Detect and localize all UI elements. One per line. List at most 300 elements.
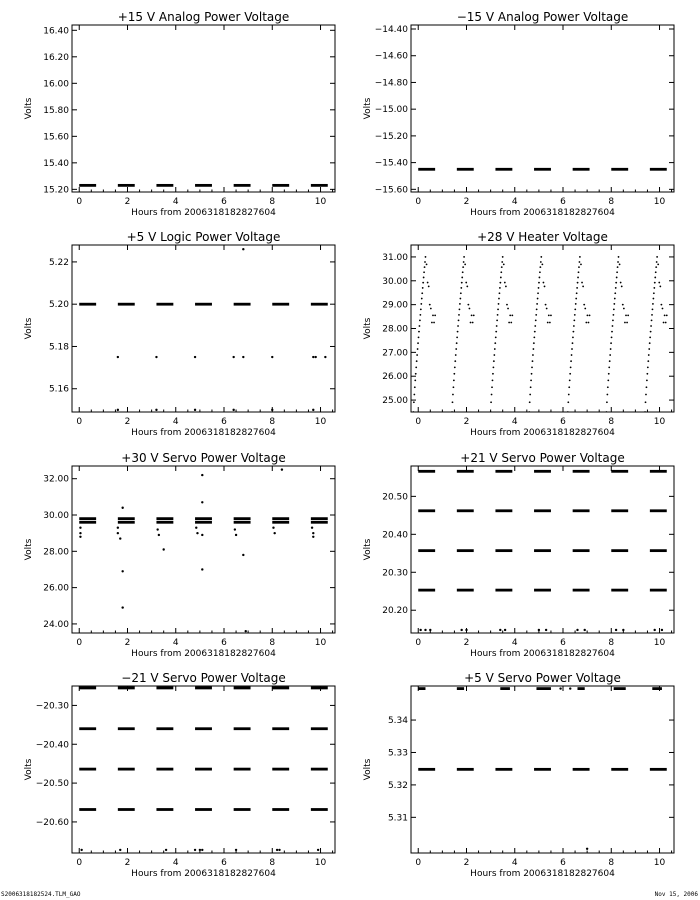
data-band-segment (650, 509, 667, 512)
data-band-segment (156, 303, 173, 306)
data-point (625, 314, 627, 316)
data-point (619, 263, 621, 265)
data-point (587, 314, 589, 316)
data-point (492, 380, 494, 382)
data-point (569, 373, 571, 375)
data-band-segment (195, 303, 212, 306)
data-point (420, 303, 422, 305)
data-point (530, 380, 532, 382)
data-point (610, 348, 612, 350)
data-point (459, 298, 461, 300)
x-tick-label: 10 (314, 638, 327, 648)
data-point (648, 354, 650, 356)
data-band-segment (495, 168, 512, 171)
data-band-segment (652, 687, 662, 690)
y-tick-label: 5.16 (48, 384, 69, 395)
data-point (456, 336, 458, 338)
y-tick-label: −20.60 (35, 817, 69, 828)
data-point (574, 314, 576, 316)
data-point (657, 263, 659, 265)
data-point (570, 360, 572, 362)
data-point (584, 629, 586, 631)
data-point (653, 292, 655, 294)
data-point (232, 356, 234, 358)
data-point (573, 325, 575, 327)
data-band-segment (534, 549, 551, 552)
data-point (582, 286, 584, 288)
data-point (423, 277, 425, 279)
data-band-segment (195, 517, 212, 520)
data-point (242, 356, 244, 358)
data-point (235, 849, 237, 851)
data-point (651, 314, 653, 316)
data-points (418, 168, 667, 171)
x-tick-label: 10 (653, 417, 666, 427)
y-tick-label: 5.32 (387, 780, 408, 791)
data-band-segment (234, 768, 251, 771)
data-point (421, 298, 423, 300)
y-axis-label: Volts (363, 758, 373, 781)
x-tick-label: 6 (221, 638, 227, 648)
data-point (655, 266, 657, 268)
data-point (415, 367, 417, 369)
data-point (314, 356, 316, 358)
chart-title: +15 V Analog Power Voltage (117, 10, 290, 24)
data-point (455, 354, 457, 356)
data-band-segment (272, 687, 289, 690)
data-point (645, 401, 647, 403)
data-band-segment (495, 768, 512, 771)
data-point (559, 687, 561, 689)
data-point (451, 411, 453, 413)
data-point (576, 629, 578, 631)
data-point (577, 282, 579, 284)
data-point (434, 314, 436, 316)
data-point (530, 386, 532, 388)
x-tick-label: 0 (76, 417, 83, 427)
data-band-segment (457, 589, 474, 592)
data-point (421, 292, 423, 294)
data-band-segment (79, 303, 96, 306)
x-axis-label: Hours from 2006318182827604 (131, 869, 276, 879)
y-axis-label: Volts (363, 317, 373, 340)
data-point (655, 271, 657, 273)
data-point (276, 849, 278, 851)
data-band-segment (311, 687, 328, 690)
data-band-segment (79, 184, 96, 187)
data-point (541, 263, 543, 265)
data-point (317, 849, 319, 851)
y-tick-label: −20.30 (35, 701, 69, 712)
data-point (80, 849, 82, 851)
data-band-segment (156, 808, 173, 811)
data-point (464, 263, 466, 265)
x-tick-label: 6 (560, 638, 566, 648)
chart-panel-1 (24, 10, 335, 218)
data-point (271, 356, 273, 358)
data-band-segment (272, 521, 289, 524)
data-band-segment (495, 549, 512, 552)
x-tick-label: 4 (511, 417, 518, 427)
data-point (506, 304, 508, 306)
data-band-segment (534, 589, 551, 592)
data-band-segment (118, 687, 135, 690)
data-band-segment (195, 687, 212, 690)
data-point (453, 386, 455, 388)
data-point (500, 271, 502, 273)
data-point (491, 386, 493, 388)
x-tick-label: 6 (560, 417, 566, 427)
chart-title: +30 V Servo Power Voltage (121, 451, 286, 465)
data-point (457, 331, 459, 333)
data-point (511, 314, 513, 316)
data-point (312, 356, 314, 358)
data-band-segment (418, 470, 435, 473)
y-tick-label: 25.00 (382, 396, 408, 407)
data-band-segment (156, 727, 173, 730)
data-point (462, 266, 464, 268)
y-axis-label: Volts (24, 97, 34, 120)
data-point (535, 314, 537, 316)
data-point (414, 386, 416, 388)
data-band-segment (536, 687, 550, 690)
data-point (651, 319, 653, 321)
data-band-segment (457, 687, 464, 690)
data-point (661, 629, 663, 631)
data-point (196, 532, 198, 534)
x-tick-label: 8 (269, 858, 276, 868)
data-point (495, 331, 497, 333)
data-point (311, 527, 313, 529)
data-point (573, 319, 575, 321)
data-point (312, 409, 314, 411)
data-band-segment (457, 549, 474, 552)
data-point (422, 287, 424, 289)
y-tick-label: −15.60 (374, 185, 408, 196)
data-point (232, 409, 234, 411)
x-tick-label: 8 (608, 417, 615, 427)
data-point (576, 292, 578, 294)
data-point (493, 367, 495, 369)
data-point (611, 336, 613, 338)
data-point (201, 474, 203, 476)
chart-title: −21 V Servo Power Voltage (121, 671, 286, 685)
data-point (155, 356, 157, 358)
data-band-segment (611, 509, 628, 512)
footer-source-file: S2006318182524.TLM_GAO (1, 891, 81, 898)
data-point (495, 336, 497, 338)
x-tick-label: 8 (608, 638, 615, 648)
data-point (650, 325, 652, 327)
data-band-segment (534, 509, 551, 512)
data-point (586, 848, 588, 850)
y-tick-label: −20.50 (35, 779, 69, 790)
data-point (531, 367, 533, 369)
data-point (194, 849, 196, 851)
data-band-segment (418, 509, 435, 512)
data-band-segment (311, 184, 328, 187)
data-point (433, 322, 435, 324)
y-tick-label: 26.00 (43, 583, 69, 594)
data-point (162, 548, 164, 550)
y-tick-label: 20.30 (382, 568, 408, 579)
data-point (620, 282, 622, 284)
data-band-segment (650, 589, 667, 592)
data-point (550, 314, 552, 316)
data-point (608, 373, 610, 375)
data-point (606, 401, 608, 403)
data-point (490, 401, 492, 403)
data-point (653, 287, 655, 289)
data-band-segment (418, 768, 435, 771)
data-point (544, 286, 546, 288)
data-point (504, 629, 506, 631)
data-point (656, 261, 658, 263)
y-tick-label: 16.40 (43, 26, 69, 37)
data-point (579, 256, 581, 258)
data-band-segment (195, 768, 212, 771)
data-band-segment (495, 509, 512, 512)
data-band-segment (573, 470, 590, 473)
data-point (456, 342, 458, 344)
data-point (536, 303, 538, 305)
data-point (121, 570, 123, 572)
y-tick-label: 30.00 (43, 511, 69, 522)
x-axis-label: Hours from 2006318182827604 (131, 208, 276, 218)
data-point (574, 308, 576, 310)
data-point (622, 304, 624, 306)
data-band-segment (534, 768, 551, 771)
y-tick-label: 16.20 (43, 52, 69, 63)
data-point (529, 401, 531, 403)
data-point (424, 629, 426, 631)
data-point (431, 322, 433, 324)
data-point (499, 292, 501, 294)
data-point (496, 319, 498, 321)
data-point (493, 360, 495, 362)
y-tick-label: 32.00 (43, 474, 69, 485)
data-point (465, 629, 467, 631)
data-points (79, 248, 328, 411)
y-tick-label: 30.00 (382, 276, 408, 287)
data-point (155, 409, 157, 411)
data-point (538, 629, 540, 631)
x-tick-label: 2 (463, 638, 470, 648)
data-point (271, 409, 273, 411)
data-band-segment (118, 184, 135, 187)
data-point (273, 532, 275, 534)
x-tick-label: 6 (560, 858, 566, 868)
data-band-segment (611, 768, 628, 771)
x-tick-label: 4 (172, 197, 179, 207)
data-point (201, 501, 203, 503)
data-band-segment (495, 470, 512, 473)
x-tick-label: 8 (269, 417, 276, 427)
data-point (567, 411, 569, 413)
data-point (609, 354, 611, 356)
y-tick-label: 5.20 (48, 300, 69, 311)
y-axis-label: Volts (24, 317, 34, 340)
data-point (498, 303, 500, 305)
data-band-segment (573, 509, 590, 512)
data-band-segment (118, 303, 135, 306)
data-band-segment (118, 768, 135, 771)
y-tick-label: 5.18 (48, 342, 69, 353)
data-point (418, 336, 420, 338)
data-point (312, 536, 314, 538)
x-axis-label: Hours from 2006318182827604 (470, 649, 615, 659)
data-point (578, 271, 580, 273)
data-point (460, 292, 462, 294)
data-point (664, 314, 666, 316)
data-point (540, 261, 542, 263)
data-point (419, 629, 421, 631)
data-point (652, 303, 654, 305)
data-band-segment (457, 470, 474, 473)
data-point (647, 360, 649, 362)
x-tick-label: 2 (463, 197, 470, 207)
data-point (505, 286, 507, 288)
data-point (79, 536, 81, 538)
data-point (623, 308, 625, 310)
y-tick-label: −14.60 (374, 51, 408, 62)
data-point (510, 322, 512, 324)
data-point (458, 314, 460, 316)
chart-panel-2 (363, 10, 674, 218)
data-band-segment (272, 727, 289, 730)
data-point (472, 322, 474, 324)
data-point (616, 277, 618, 279)
data-band-segment (272, 517, 289, 520)
x-tick-label: 8 (269, 197, 276, 207)
data-point (617, 266, 619, 268)
data-points (413, 256, 668, 413)
plot-frame (411, 245, 674, 412)
data-point (579, 261, 581, 263)
data-point (117, 527, 119, 529)
x-tick-label: 4 (172, 417, 179, 427)
data-band-segment (457, 168, 474, 171)
data-point (458, 319, 460, 321)
data-point (165, 849, 167, 851)
data-points (79, 468, 328, 632)
data-point (659, 286, 661, 288)
data-point (201, 534, 203, 536)
data-point (496, 325, 498, 327)
y-tick-label: 15.20 (43, 185, 69, 196)
data-point (535, 319, 537, 321)
data-point (650, 331, 652, 333)
y-tick-label: −15.00 (374, 105, 408, 116)
data-band-segment (234, 808, 251, 811)
y-tick-label: −20.40 (35, 740, 69, 751)
x-tick-label: 10 (653, 197, 666, 207)
data-point (428, 286, 430, 288)
data-points (79, 687, 328, 852)
data-band-segment (418, 549, 435, 552)
plot-frame (72, 245, 335, 412)
y-tick-label: 15.80 (43, 105, 69, 116)
data-point (613, 314, 615, 316)
data-band-segment (195, 521, 212, 524)
data-band-segment (156, 687, 173, 690)
data-point (611, 331, 613, 333)
x-tick-label: 6 (221, 417, 227, 427)
data-point (471, 314, 473, 316)
data-band-segment (495, 589, 512, 592)
plot-frame (72, 25, 335, 192)
data-band-segment (611, 168, 628, 171)
data-point (654, 282, 656, 284)
data-point (581, 282, 583, 284)
data-band-segment (311, 517, 328, 520)
data-point (242, 248, 244, 250)
data-point (454, 360, 456, 362)
x-tick-label: 10 (314, 197, 327, 207)
x-tick-label: 6 (560, 197, 566, 207)
x-tick-label: 0 (415, 858, 422, 868)
x-tick-label: 4 (511, 638, 518, 648)
data-point (652, 308, 654, 310)
data-point (504, 282, 506, 284)
data-point (508, 322, 510, 324)
data-band-segment (573, 168, 590, 171)
data-point (470, 322, 472, 324)
data-point (569, 380, 571, 382)
data-point (420, 308, 422, 310)
data-point (201, 849, 203, 851)
data-point (158, 534, 160, 536)
x-tick-label: 10 (314, 858, 327, 868)
data-band-segment (311, 768, 328, 771)
x-tick-label: 8 (269, 638, 276, 648)
data-point (614, 292, 616, 294)
data-band-segment (234, 521, 251, 524)
data-point (79, 527, 81, 529)
chart-title: −15 V Analog Power Voltage (456, 10, 629, 24)
data-band-segment (650, 470, 667, 473)
data-point (528, 411, 530, 413)
data-point (465, 282, 467, 284)
data-point (417, 348, 419, 350)
data-point (454, 367, 456, 369)
data-point (656, 256, 658, 258)
data-point (194, 409, 196, 411)
data-point (539, 271, 541, 273)
chart-panel-4 (363, 230, 674, 438)
data-point (568, 394, 570, 396)
data-point (576, 287, 578, 289)
data-point (499, 287, 501, 289)
data-point (461, 277, 463, 279)
data-band-segment (272, 808, 289, 811)
data-band-segment (118, 808, 135, 811)
data-point (419, 325, 421, 327)
y-axis-label: Volts (363, 97, 373, 120)
data-point (416, 360, 418, 362)
x-tick-label: 0 (76, 197, 83, 207)
data-point (621, 286, 623, 288)
data-point (473, 314, 475, 316)
data-point (463, 256, 465, 258)
data-point (545, 629, 547, 631)
data-point (626, 322, 628, 324)
data-point (578, 266, 580, 268)
y-tick-label: 16.00 (43, 79, 69, 90)
data-point (494, 342, 496, 344)
y-tick-label: −14.80 (374, 78, 408, 89)
data-point (503, 263, 505, 265)
